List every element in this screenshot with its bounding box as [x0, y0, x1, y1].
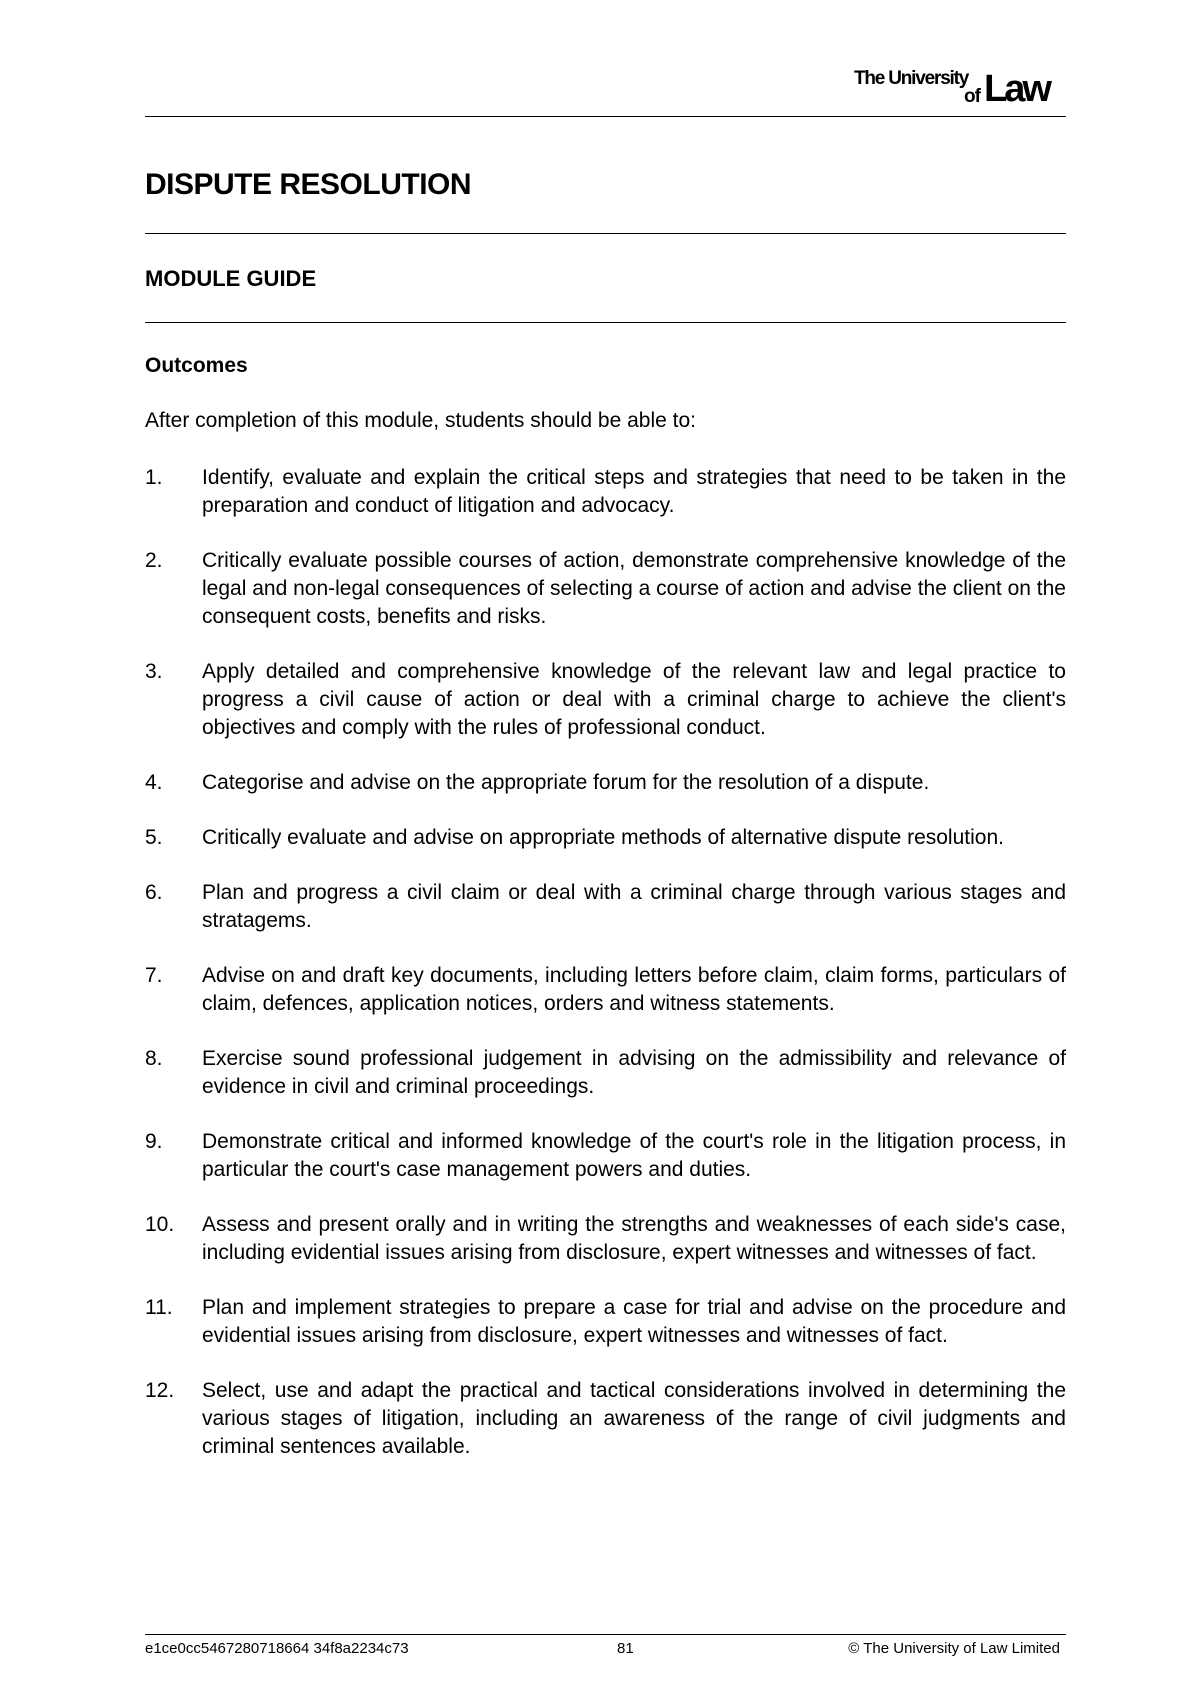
outcome-number: 7.: [145, 964, 163, 987]
title-divider: [145, 233, 1066, 234]
outcome-item: [145, 1045, 1066, 1101]
document-subtitle: MODULE GUIDE: [145, 266, 317, 291]
outcome-item: [145, 658, 1066, 742]
outcome-number: 6.: [145, 881, 163, 904]
intro-text: After completion of this module, students should be able to:: [145, 409, 696, 432]
outcome-text: Assess and present orally and in writing the strengths and weaknesses of each side's case, including evidential issues arising from disclosure, expert witnesses and witnesses of fact.: [202, 1213, 1066, 1264]
outcome-item: [145, 962, 1066, 1018]
copyright-notice: © The University of Law Limited: [848, 1640, 1060, 1657]
header-divider: [145, 116, 1066, 117]
outcome-item: [145, 1377, 1066, 1461]
section-heading: Outcomes: [145, 354, 248, 377]
logo-line-2: of: [964, 86, 980, 107]
document-title: DISPUTE RESOLUTION: [145, 168, 472, 201]
outcome-item: [145, 824, 1066, 852]
logo-line-1: The University: [854, 68, 969, 89]
outcome-number: 12.: [145, 1379, 175, 1402]
outcome-text: Plan and implement strategies to prepare a case for trial and advise on the procedure and evidential issues arising from disclosure, expert witnesses and witnesses of fact.: [202, 1296, 1066, 1347]
outcome-number: 10.: [145, 1213, 175, 1236]
outcome-number: 4.: [145, 771, 163, 794]
outcome-text: Plan and progress a civil claim or deal with a criminal charge through various stages and stratagems.: [202, 881, 1066, 932]
outcome-number: 11.: [145, 1296, 173, 1319]
footer-divider: [145, 1634, 1066, 1635]
outcome-item: [145, 1211, 1066, 1267]
outcome-text: Advise on and draft key documents, including letters before claim, claim forms, particulars of claim, defences, application notices, orders and witness statements.: [202, 964, 1066, 1015]
outcome-text: Identify, evaluate and explain the critical steps and strategies that need to be taken in the preparation and conduct of litigation and advocacy.: [202, 466, 1066, 517]
outcome-item: [145, 1128, 1066, 1184]
logo-mark: Law: [984, 68, 1049, 110]
outcome-text: Exercise sound professional judgement in advising on the admissibility and relevance of evidence in civil and criminal proceedings.: [202, 1047, 1066, 1098]
outcome-text: Categorise and advise on the appropriate forum for the resolution of a dispute.: [202, 771, 930, 794]
outcomes-list: [145, 464, 1066, 1488]
university-logo: [854, 68, 1064, 108]
outcome-number: 9.: [145, 1130, 163, 1153]
outcome-item: [145, 1294, 1066, 1350]
outcome-text: Critically evaluate and advise on appropriate methods of alternative dispute resolution.: [202, 826, 1004, 849]
outcome-number: 8.: [145, 1047, 163, 1070]
subtitle-divider: [145, 322, 1066, 323]
outcome-number: 1.: [145, 466, 163, 489]
outcome-item: [145, 769, 1066, 797]
outcome-text: Demonstrate critical and informed knowledge of the court's role in the litigation process, in particular the court's case management powers and duties.: [202, 1130, 1066, 1181]
outcome-item: [145, 547, 1066, 631]
outcome-text: Apply detailed and comprehensive knowledge of the relevant law and legal practice to progress a civil cause of action or deal with a criminal charge to achieve the client's objectives and comply with the rules of professional conduct.: [202, 660, 1066, 739]
outcome-text: Select, use and adapt the practical and tactical considerations involved in determining the various stages of litigation, including an awareness of the range of civil judgments and criminal sentences available.: [202, 1379, 1066, 1458]
page-number: 81: [617, 1640, 634, 1657]
outcome-item: [145, 879, 1066, 935]
outcome-text: Critically evaluate possible courses of action, demonstrate comprehensive knowledge of the legal and non-legal consequences of selecting a course of action and advise the client on the consequent costs, benefits and risks.: [202, 549, 1066, 628]
document-reference: e1ce0cc5467280718664 34f8a2234c73: [145, 1640, 409, 1657]
outcome-number: 3.: [145, 660, 163, 683]
outcome-item: [145, 464, 1066, 520]
outcome-number: 5.: [145, 826, 163, 849]
outcome-number: 2.: [145, 549, 163, 572]
